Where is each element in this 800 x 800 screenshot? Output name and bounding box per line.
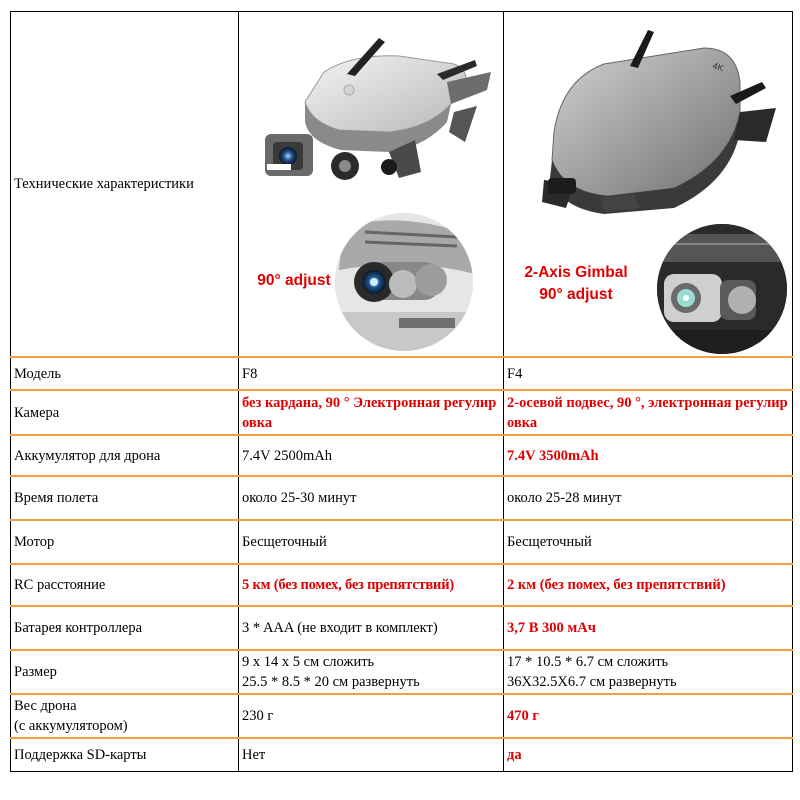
header-label-cell: Технические характеристики bbox=[11, 12, 239, 358]
f4-size-unfolded: 36X32.5X6.7 см развернуть bbox=[507, 674, 677, 690]
row-label-line2: (с аккумулятором) bbox=[14, 718, 128, 734]
row-label: Размер bbox=[11, 650, 239, 694]
row-label: Батарея контроллера bbox=[11, 606, 239, 650]
table-row bbox=[11, 738, 793, 771]
f4-gimbal-annotation bbox=[506, 262, 646, 306]
f4-value bbox=[504, 650, 793, 694]
row-label: Мотор bbox=[11, 520, 239, 564]
f8-value bbox=[239, 650, 504, 694]
table-row bbox=[11, 520, 793, 564]
table-row bbox=[11, 606, 793, 650]
f8-value: 5 км (без помех, без препятствий) bbox=[239, 564, 504, 606]
row-label: Поддержка SD-карты bbox=[11, 738, 239, 771]
f8-value: 7.4V 2500mAh bbox=[239, 435, 504, 476]
f8-gimbal-annotation: 90° adjust bbox=[257, 272, 331, 289]
row-label: Модель bbox=[11, 357, 239, 390]
f4-value: Бесщеточный bbox=[504, 520, 793, 564]
f8-drone-body-icon bbox=[265, 38, 491, 180]
f4-body-marking: 4K bbox=[711, 60, 725, 74]
f8-value: Нет bbox=[239, 738, 504, 771]
f8-value: без кардана, 90 ° Электронная регулировка bbox=[239, 390, 504, 435]
table-row bbox=[11, 357, 793, 390]
f4-annotation-line2: 90° adjust bbox=[539, 286, 613, 303]
table-row bbox=[11, 435, 793, 476]
row-label: Камера bbox=[11, 390, 239, 435]
f8-size-folded: 9 x 14 x 5 см сложить bbox=[242, 654, 375, 670]
f8-image-cell bbox=[239, 12, 504, 358]
f8-value: около 25-30 минут bbox=[239, 476, 504, 520]
f8-size-unfolded: 25.5 * 8.5 * 20 см развернуть bbox=[242, 674, 420, 690]
row-label-line1: Вес дрона bbox=[14, 698, 77, 714]
f4-value: F4 bbox=[504, 357, 793, 390]
row-label: RC расстояние bbox=[11, 564, 239, 606]
table-row bbox=[11, 476, 793, 520]
table-row bbox=[11, 694, 793, 738]
f4-value: 2 км (без помех, без препятствий) bbox=[504, 564, 793, 606]
f4-value: около 25-28 минут bbox=[504, 476, 793, 520]
f8-value: F8 bbox=[239, 357, 504, 390]
f4-size-folded: 17 * 10.5 * 6.7 см сложить bbox=[507, 654, 669, 670]
f8-drone-image bbox=[239, 12, 503, 356]
f4-camera-zoom-icon bbox=[657, 224, 787, 354]
f8-value: Бесщеточный bbox=[239, 520, 504, 564]
table-row bbox=[11, 390, 793, 435]
f4-image-cell bbox=[504, 12, 793, 358]
row-label: Время полета bbox=[11, 476, 239, 520]
f4-value: 2-осевой подвес, 90 °, электронная регулировка bbox=[504, 390, 793, 435]
table-row bbox=[11, 564, 793, 606]
f8-value: 3 * AAA (не входит в комплект) bbox=[239, 606, 504, 650]
f4-annotation-line1: 2-Axis Gimbal bbox=[524, 264, 628, 281]
f4-value: да bbox=[504, 738, 793, 771]
header-row bbox=[11, 12, 793, 358]
f4-value: 3,7 В 300 мАч bbox=[504, 606, 793, 650]
table-row bbox=[11, 650, 793, 694]
spec-comparison-table bbox=[10, 11, 793, 772]
f4-value: 470 г bbox=[504, 694, 793, 738]
row-label bbox=[11, 694, 239, 738]
f8-camera-zoom-icon bbox=[335, 213, 475, 353]
row-label: Аккумулятор для дрона bbox=[11, 435, 239, 476]
f4-drone-body-icon bbox=[542, 30, 776, 214]
f8-value: 230 г bbox=[239, 694, 504, 738]
f4-value: 7.4V 3500mAh bbox=[504, 435, 793, 476]
